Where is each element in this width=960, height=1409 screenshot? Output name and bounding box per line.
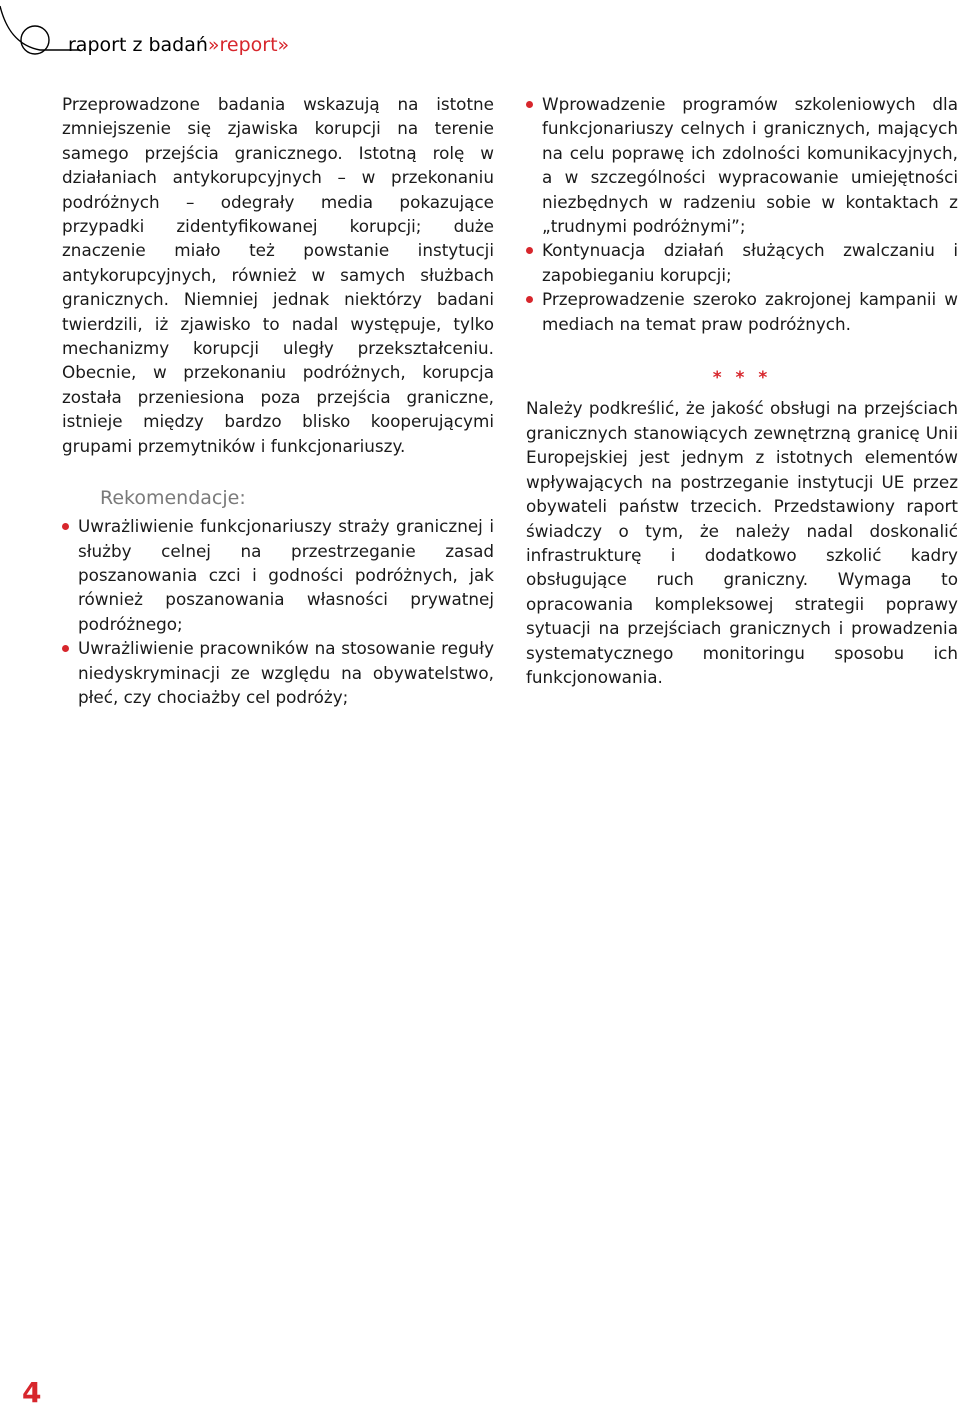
- list-item-text: Wprowadzenie programów szkoleniowych dla funkcjonariuszy celnych i granicznych, mających na celu poprawę ich zdolności komunikacyjnych, a w szczególności wypracowanie umiejętności niezbędnych w radzeniu sobie w kontaktach z „trudnymi podróżnymi”;: [542, 94, 958, 237]
- left-column: [62, 92, 494, 709]
- bullet-dot-icon: [526, 247, 533, 254]
- list-item-text: Uwrażliwienie pracowników na stosowanie reguły niedyskryminacji ze względu na obywatelstwo, płeć, czy chociażby cel podróży;: [78, 638, 494, 707]
- bullet-dot-icon: [62, 645, 69, 652]
- intro-paragraph: Przeprowadzone badania wskazują na istotne zmniejszenie się zjawiska korupcji na terenie samego przejścia granicznego. Istotną rolę w działaniach antykorupcyjnych – w przekonaniu podróżnych – odegrały media pokazujące przypadki zidentyfikowanej korupcji; duże znaczenie miało też powstanie instytucji antykorupcyjnych, również w samych służbach granicznych. Niemniej jednak niektórzy badani twierdzili, iż zjawisko to nadal występuje, tylko mechanizmy korupcji uległy przekształceniu. Obecnie, w przekonaniu podróżnych, korupcja została przeniesiona poza przejścia graniczne, istnieje między bardzo blisko kooperującymi grupami przemytników i funkcjonariuszy.: [62, 94, 494, 456]
- recommendations-list-right: [526, 92, 958, 336]
- closing-paragraph: Należy podkreślić, że jakość obsługi na przejściach granicznych stanowiących zewnętrzną granicę Unii Europejskiej jest jednym z istotnych elementów wpływających na postrzeganie instytucji UE przez obywateli państw trzecich. Przedstawiony raport świadczy o tym, że należy nadal doskonalić infrastrukturę i dodatkowo szkolić kadry obsługujące ruch graniczny. Wymaga to opracowania kompleksowej strategii poprawy sytuacji na przejściach granicznych i prowadzenia systematycznego monitoringu sposobu ich funkcjonowania.: [526, 398, 958, 687]
- recommendations-list-left: [62, 514, 494, 709]
- list-item-text: Przeprowadzenie szeroko zakrojonej kampanii w mediach na temat praw podróżnych.: [542, 289, 958, 334]
- header-section-label: »report»: [207, 34, 290, 56]
- list-item: [526, 92, 958, 238]
- list-item: [62, 636, 494, 709]
- header-title: raport z badań: [68, 34, 208, 56]
- page-number: 4: [22, 1376, 42, 1409]
- list-item-text: Uwrażliwienie funkcjonariuszy straży granicznej i służby celnej na przestrzeganie zasad poszanowania czci i godności podróżnych, jak również poszanowania własności prywatnej podróżnego;: [78, 516, 494, 634]
- recommendations-heading: Rekomendacje:: [100, 487, 246, 510]
- right-column: [526, 92, 958, 689]
- list-item: [526, 287, 958, 336]
- running-header: [68, 33, 289, 57]
- list-item: [62, 514, 494, 636]
- bullet-dot-icon: [526, 296, 533, 303]
- bullet-dot-icon: [526, 101, 533, 108]
- section-separator: * * *: [712, 368, 772, 389]
- list-item-text: Kontynuacja działań służących zwalczaniu i zapobieganiu korupcji;: [542, 240, 958, 285]
- bullet-dot-icon: [62, 523, 69, 530]
- list-item: [526, 238, 958, 287]
